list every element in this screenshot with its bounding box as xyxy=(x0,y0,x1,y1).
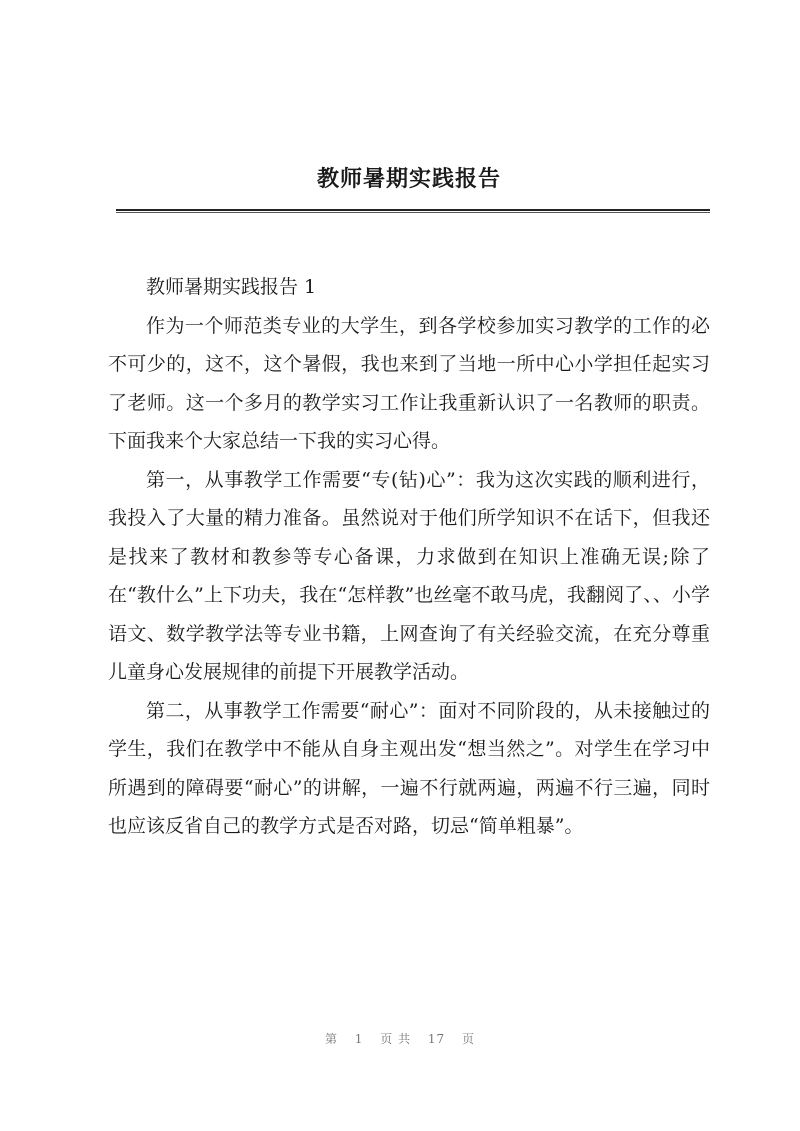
paragraph: 作为一个师范类专业的大学生，到各学校参加实习教学的工作的必不可少的，这不，这个暑假，我也来到了当地一所中心小学担任起实习了老师。这一个多月的教学实习工作让我重新认识了一名教师的职责。下面我来个大家总结一下我的实习心得。 xyxy=(108,314,710,452)
page-mid-text: 页 共 xyxy=(380,1032,412,1046)
page-prefix: 第 xyxy=(324,1032,338,1046)
document-body xyxy=(108,268,710,846)
title-divider xyxy=(116,209,710,213)
page-footer xyxy=(0,1030,800,1047)
current-page-number: 1 xyxy=(354,1032,364,1046)
paragraph: 第二，从事教学工作需要“耐心”：面对不同阶段的，从未接触过的学生，我们在教学中不能从自身主观出发“想当然之”。对学生在学习中所遇到的障碍要“耐心”的讲解，一遍不行就两遍，两遍不行三遍，同时也应该反省自己的教学方式是否对路，切忌“简单粗暴”。 xyxy=(108,699,710,837)
page-suffix: 页 xyxy=(462,1032,476,1046)
total-pages: 17 xyxy=(427,1032,446,1046)
section-heading: 教师暑期实践报告 1 xyxy=(146,276,317,298)
paragraph: 第一，从事教学工作需要“专(钻)心”：我为这次实践的顺利进行，我投入了大量的精力准备。虽然说对于他们所学知识不在话下，但我还是找来了教材和教参等专心备课，力求做到在知识上准确无误;除了在“教什么”上下功夫，我在“怎样教”也丝毫不敢马虎，我翻阅了、、小学语文、数学教学法等专业书籍，上网查询了有关经验交流，在充分尊重儿童身心发展规律的前提下开展教学活动。 xyxy=(108,468,710,683)
document-title: 教师暑期实践报告 xyxy=(316,166,501,192)
